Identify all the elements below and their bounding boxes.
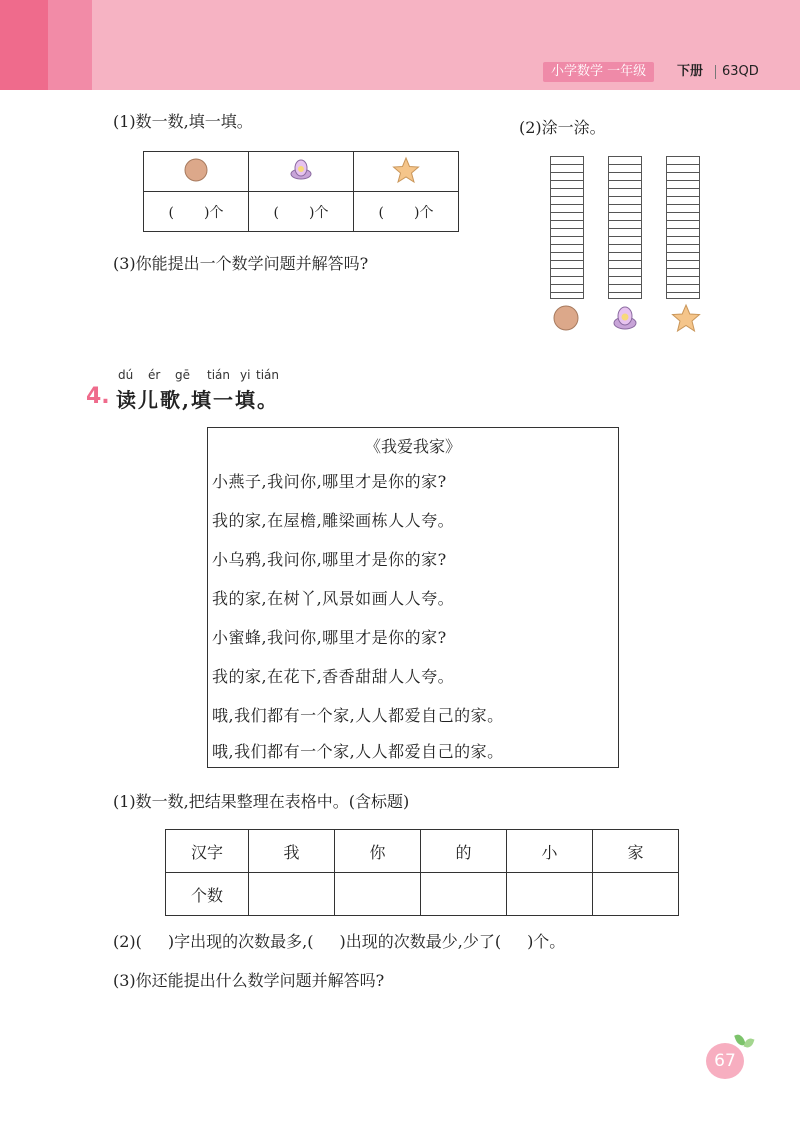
poem-line: 我的家,在树丫,风景如画人人夸。 bbox=[212, 589, 455, 608]
answer-blank[interactable]: ( )个 bbox=[144, 192, 249, 232]
section-number: 4. bbox=[86, 384, 110, 409]
poem-line: 我的家,在屋檐,雕梁画栋人人夸。 bbox=[212, 511, 455, 530]
poem-line: 哦,我们都有一个家,人人都爱自己的家。 bbox=[212, 706, 504, 725]
header-stripe-light bbox=[48, 0, 92, 90]
count-table bbox=[143, 151, 459, 232]
question-2-label: (2)涂一涂。 bbox=[519, 118, 606, 137]
count-input-cell[interactable] bbox=[593, 873, 679, 916]
circle-icon bbox=[183, 157, 209, 183]
pinyin: dú bbox=[118, 368, 134, 382]
table-char-cell: 的 bbox=[421, 830, 507, 873]
page-number: 67 bbox=[706, 1043, 744, 1079]
question-3-label: (3)你能提出一个数学问题并解答吗? bbox=[113, 254, 369, 273]
count-input-cell[interactable] bbox=[507, 873, 593, 916]
count-cell-flower bbox=[249, 152, 354, 192]
flower-icon bbox=[288, 157, 314, 183]
question-2-label: (2)( )字出现的次数最多,( )出现的次数最少,少了( )个。 bbox=[113, 932, 566, 951]
poem-box bbox=[207, 427, 619, 768]
answer-blank[interactable]: ( )个 bbox=[354, 192, 459, 232]
circle-icon bbox=[552, 304, 580, 332]
count-cell-star bbox=[354, 152, 459, 192]
flower-icon bbox=[611, 304, 639, 332]
pinyin: tián bbox=[256, 368, 279, 382]
character-count-table bbox=[165, 829, 679, 916]
poem-line: 小燕子,我问你,哪里才是你的家? bbox=[212, 472, 447, 491]
table-header-cell: 个数 bbox=[166, 873, 249, 916]
leaf-icon bbox=[744, 1037, 755, 1049]
table-char-cell: 小 bbox=[507, 830, 593, 873]
table-header-cell: 汉字 bbox=[166, 830, 249, 873]
question-1-label: (1)数一数,把结果整理在表格中。(含标题) bbox=[113, 792, 410, 811]
poem-line: 哦,我们都有一个家,人人都爱自己的家。 bbox=[212, 742, 504, 761]
book-code: 63QD bbox=[722, 64, 759, 79]
bar-circle[interactable] bbox=[550, 156, 584, 299]
poem-line: 小乌鸦,我问你,哪里才是你的家? bbox=[212, 550, 447, 569]
poem-line: 小蜜蜂,我问你,哪里才是你的家? bbox=[212, 628, 447, 647]
poem-line: 我的家,在花下,香香甜甜人人夸。 bbox=[212, 667, 455, 686]
question-1-label: (1)数一数,填一填。 bbox=[113, 112, 253, 131]
table-char-cell: 我 bbox=[249, 830, 335, 873]
table-char-cell: 家 bbox=[593, 830, 679, 873]
pinyin: ér bbox=[148, 368, 161, 382]
answer-blank[interactable]: ( )个 bbox=[249, 192, 354, 232]
header-divider bbox=[715, 65, 716, 79]
star-icon bbox=[671, 303, 701, 333]
star-icon bbox=[392, 156, 420, 184]
count-input-cell[interactable] bbox=[421, 873, 507, 916]
pinyin: gē bbox=[175, 368, 190, 382]
count-input-cell[interactable] bbox=[335, 873, 421, 916]
poem-title: 《我爱我家》 bbox=[364, 437, 461, 456]
pinyin: tián bbox=[207, 368, 230, 382]
header-stripe bbox=[0, 0, 48, 90]
volume-label: 下册 bbox=[677, 64, 704, 79]
count-input-cell[interactable] bbox=[249, 873, 335, 916]
section-title: 读儿歌,填一填。 bbox=[116, 388, 279, 412]
question-3-label: (3)你还能提出什么数学问题并解答吗? bbox=[113, 971, 385, 990]
bar-star[interactable] bbox=[666, 156, 700, 299]
count-cell-circle bbox=[144, 152, 249, 192]
table-char-cell: 你 bbox=[335, 830, 421, 873]
subject-label: 小学数学 一年级 bbox=[543, 62, 654, 82]
pinyin: yi bbox=[240, 368, 251, 382]
coloring-bar-chart bbox=[545, 156, 705, 336]
bar-flower[interactable] bbox=[608, 156, 642, 299]
